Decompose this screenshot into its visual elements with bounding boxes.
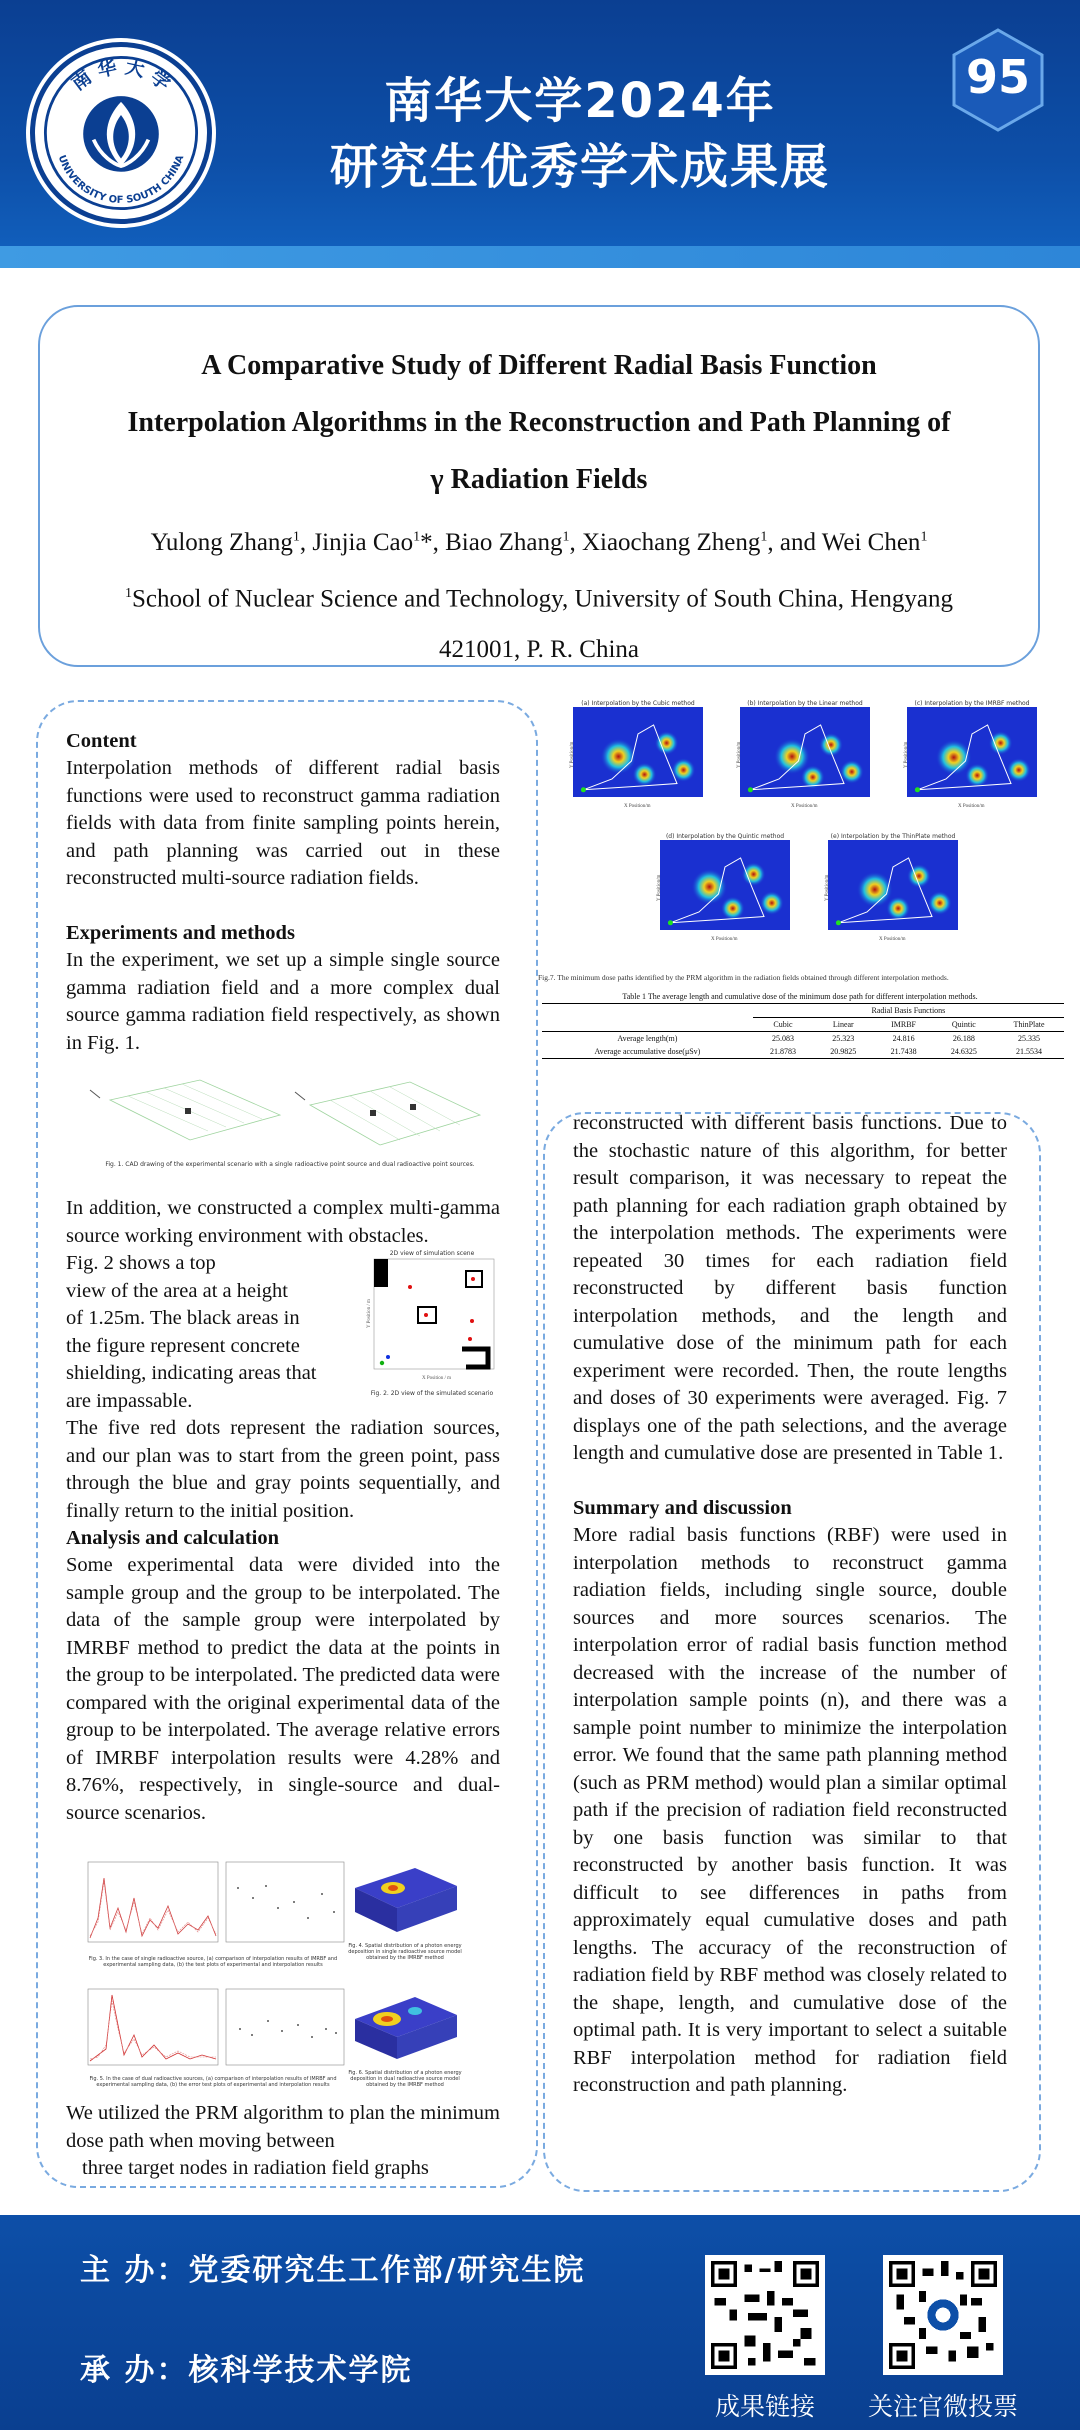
fig2-xlabel: X Position / m — [422, 1376, 452, 1381]
header-banner — [0, 0, 1080, 268]
fig7-heatmap — [897, 707, 1047, 809]
author: Biao Zhang$^1$, — [445, 529, 582, 557]
figure-4 — [345, 1858, 465, 1978]
logo-text-cn: 南 华 大 学 — [67, 56, 175, 95]
university-logo — [30, 42, 212, 224]
figure-6 — [345, 1985, 465, 2095]
table-corner — [542, 1004, 753, 1018]
fig5-caption: Fig. 5. In the case of dual radioactive sources, (a) comparison of interpolation results of IMRBF and experimental sampling data, (b) the error test plots of experimental and interpolation results — [89, 2076, 337, 2088]
fig2-caption: Fig. 2. 2D view of the simulated scenario — [370, 1390, 494, 1397]
fig7-heatmap — [730, 707, 880, 809]
fig7-panel-label: (d) Interpolation by the Quintic method — [665, 833, 785, 840]
fig7-heatmap — [563, 707, 713, 809]
fig7-panel — [650, 833, 800, 947]
fig7-panel — [730, 700, 880, 814]
fig3-caption: Fig. 3. In the case of single radioactive source, (a) comparison of interpolation results of IMRBF and experimental sampling data, (b) the test plots of experimental and interpolation results — [88, 1956, 338, 1968]
para2-wrap-text: Fig. 2 shows a top view of the area at a height of 1.25m. The black areas in the figure represent concrete shielding, indicating areas that are impassable. — [66, 1252, 317, 1412]
fig7-panel-label: (a) Interpolation by the Cubic method — [581, 700, 695, 707]
figure-2 — [362, 1250, 502, 1410]
table-col-header: IMRBF — [873, 1018, 933, 1032]
table-col-header: Quintic — [934, 1018, 994, 1032]
table-group-header: Radial Basis Functions — [753, 1004, 1064, 1018]
author: Yulong Zhang$^1$, — [150, 529, 313, 557]
logo-text-en: UNIVERSITY OF SOUTH CHINA — [55, 153, 187, 206]
fig7-panel — [563, 700, 713, 814]
organizer-label: 承 办：核科学技术学院 — [80, 2353, 413, 2388]
experiments-text: In the experiment, we set up a simple single source gamma radiation field and a more complex dual source gamma radiation field respectively, as shown in Fig. 1. — [66, 949, 500, 1054]
table-corner-2 — [542, 1018, 753, 1032]
fig7-ylabel: Y Position/m — [570, 741, 575, 768]
author: Xiaochang Zheng$^1$, and — [581, 529, 822, 557]
title-line-1: 南华大学2024年 — [384, 73, 776, 129]
badge-number: 95 — [965, 50, 1030, 104]
paper-title-line-1: A Comparative Study of Different Radial Basis Function — [201, 350, 877, 381]
fig7-xlabel: X Position/m — [879, 937, 906, 942]
paper-title-box — [38, 305, 1040, 667]
author-list — [40, 512, 1038, 569]
fig7-ylabel: Y Position/m — [657, 874, 662, 901]
author: Jinjia Cao$^1$*, — [312, 529, 446, 557]
paper-title-line-2: Interpolation Algorithms in the Reconstruction and Path Planning of — [127, 407, 951, 438]
right-para-1: reconstructed with different basis functions. Due to the stochastic nature of this algorithm, for better result comparison, it was necessary to repeat the path planning for each radiation graph obtained by the interpolation methods. The experiments were repeated 30 times for each radiation field reconstructed by different basis function interpolation methods, and the length and cumulative dose of the minimum path for each experiment were recorded. Then, the route lengths and doses of 30 experiments were averaged. Fig. 7 displays one of the path selections, and the average length and cumulative dose are presented in Table 1. — [573, 1112, 1007, 1464]
qr-label-results: 成果链接 — [714, 2392, 815, 2421]
fig7-xlabel: X Position/m — [624, 804, 651, 809]
fig7-xlabel: X Position/m — [791, 804, 818, 809]
para2-intro: In addition, we constructed a complex multi-gamma source working environment with obstacles. — [66, 1197, 500, 1247]
table-row: Average length(m) 25.083 25.323 24.816 26.188 25.335 — [617, 1034, 1040, 1043]
paper-title — [40, 337, 1038, 508]
fig7-ylabel: Y Position/m — [904, 741, 909, 768]
footer-banner — [0, 2215, 1080, 2430]
fig7-panel — [897, 700, 1047, 814]
content-heading: Content — [66, 730, 137, 752]
qr-code-vote[interactable] — [883, 2255, 1003, 2375]
table-col-header: Cubic — [753, 1018, 813, 1032]
fig7-xlabel: X Position/m — [958, 804, 985, 809]
qr-label-vote: 关注官微投票 — [867, 2392, 1018, 2421]
affiliation: $^1$School of Nuclear Science and Technology, University of South China, Hengyang 421001, P. R. China — [125, 585, 953, 663]
fig1-caption: Fig. 1. CAD drawing of the experimental scenario with a single radioactive point source and dual radioactive point sources. — [105, 1161, 475, 1168]
prm-text: We utilized the PRM algorithm to plan the minimum dose path when moving between — [66, 2102, 500, 2152]
table-row: Average accumulative dose(μSv) 21.8783 20.9825 21.7438 24.6325 21.5534 — [542, 1045, 1064, 1059]
analysis-heading: Analysis and calculation — [66, 1527, 280, 1549]
author: Wei Chen$^1$ — [821, 529, 928, 557]
host-label: 主 办：党委研究生工作部/研究生院 — [80, 2253, 586, 2288]
fig7-panel-label: (c) Interpolation by the IMRBF method — [914, 700, 1030, 707]
prm-text-last: three target nodes in radiation field graphs — [82, 2157, 429, 2179]
table-col-header: Linear — [813, 1018, 873, 1032]
content-text: Interpolation methods of different radial basis functions were used to reconstruct gamma radiation fields with data from finite sampling points herein, and path planning was carried out in these reconstructed multi-source radiation fields. — [66, 757, 500, 889]
fig7-panel-label: (b) Interpolation by the Linear method — [747, 700, 863, 707]
fig4-caption: Fig. 4. Spatial distribution of a photon energy deposition in single radioactive source model obtained by the IMRBF method — [348, 1943, 462, 1961]
fig7-panel-label: (e) Interpolation by the ThinPlate method — [830, 833, 956, 840]
fig7-panel — [818, 833, 968, 947]
fig7-heatmap — [650, 840, 800, 942]
table-col-header: ThinPlate — [994, 1018, 1064, 1032]
para2-rest: The five red dots represent the radiation sources, and our plan was to start from the green point, pass through the blue and gray points sequentially, and finally return to the initial position. — [66, 1417, 500, 1522]
fig7-heatmap — [818, 840, 968, 942]
summary-text: More radial basis functions (RBF) were used in interpolation methods to reconstruct gamma radiation fields, including single source, double sources and more sources scenarios. The interpolation error of radial basis function method decreased with the increase of the number of interpolation sample points (n), and there was a sample point number to minimize the interpolation error. We found that the same path planning method (such as PRM method) would plan a similar optimal path if the precision of radiation field reconstructed by one basis function was similar to that reconstructed by another basis function. It was difficult to see differences in paths from approximately equal cumulative doses and path lengths. The accuracy of the reconstruction of radiation field by RBF method was closely related to the shape, length, and cumulative dose of the optimal path. It is very important to select a suitable RBF interpolation method for radiation field reconstruction and path planning. — [573, 1524, 1007, 2096]
fig7-ylabel: Y Position/m — [825, 874, 830, 901]
fig7-ylabel: Y Position/m — [737, 741, 742, 768]
summary-heading: Summary and discussion — [573, 1497, 792, 1519]
qr-code-results[interactable] — [705, 2255, 825, 2375]
table1 — [542, 1003, 1064, 1059]
svg-text:南 华 大 学 — [68, 55, 176, 95]
table1-title: Table 1 The average length and cumulative dose of the minimum dose path for different interpolation methods. — [622, 992, 978, 1001]
exhibition-title — [270, 68, 890, 200]
fig2-title: 2D view of simulation scene — [389, 1250, 475, 1257]
paper-title-line-3: γ Radiation Fields — [430, 464, 648, 495]
poster-number-badge — [950, 28, 1046, 132]
fig7-caption: Fig.7. The minimum dose paths identified by the PRM algorithm in the radiation fields obtained through different interpolation methods. — [538, 973, 949, 982]
title-line-2: 研究生优秀学术成果展 — [329, 139, 830, 195]
fig2-ylabel: Y Position / m — [367, 1299, 372, 1328]
experiments-heading: Experiments and methods — [66, 922, 295, 944]
analysis-text: Some experimental data were divided into the sample group and the group to be interpolated. The data of the sample group were interpolated by IMRBF method to predict the data at the points in the group to be interpolated. The predicted data were compared with the original experimental data of the group to be interpolated. The average relative errors of IMRBF interpolation results were 4.28% and 8.76%, respectively, in single-source and dual-source scenarios. — [66, 1554, 500, 1824]
fig6-caption: Fig. 6. Spatial distribution of a photon energy deposition in dual radioactive source model obtained by the IMRBF method — [348, 2070, 462, 2088]
figure-1 — [80, 1070, 500, 1170]
fig7-xlabel: X Position/m — [711, 937, 738, 942]
